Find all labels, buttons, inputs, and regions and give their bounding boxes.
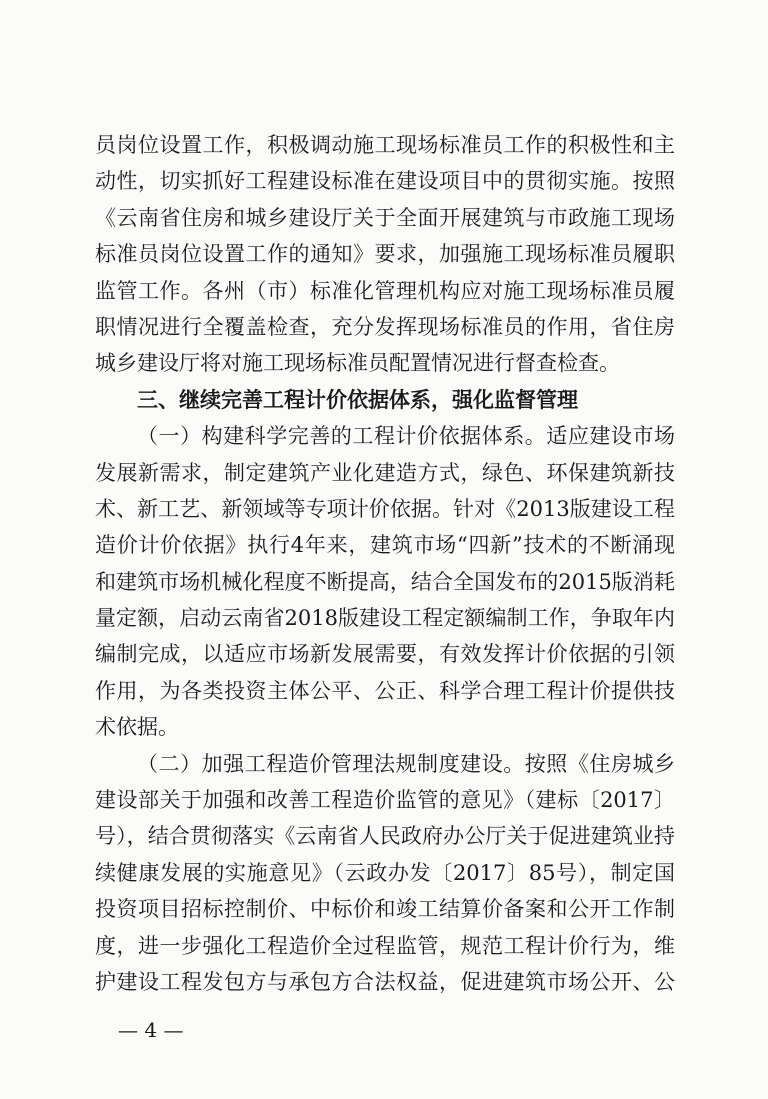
text-line: 监管工作。各州（市）标准化管理机构应对施工现场标准员履 bbox=[95, 278, 675, 303]
body-text bbox=[95, 127, 675, 1000]
text-line: 和建筑市场机械化程度不断提高，结合全国发布的2015版消耗 bbox=[95, 569, 675, 594]
text-line: 职情况进行全覆盖检查，充分发挥现场标准员的作用，省住房 bbox=[95, 314, 675, 339]
text-line: 号），结合贯彻落实《云南省人民政府办公厅关于促进建筑业持 bbox=[95, 824, 675, 849]
item-1-first-line: （一）构建科学完善的工程计价依据体系。适应建设市场 bbox=[137, 424, 675, 449]
text-line: 建设部关于加强和改善工程造价监管的意见》（建标〔2017〕 bbox=[95, 788, 675, 813]
text-line: 投资项目招标控制价、中标价和竣工结算价备案和公开工作制 bbox=[95, 897, 675, 922]
text-line: 术依据。 bbox=[95, 715, 179, 740]
text-line: 作用，为各类投资主体公平、公正、科学合理工程计价提供技 bbox=[95, 678, 675, 703]
text-line: 员岗位设置工作，积极调动施工现场标准员工作的积极性和主 bbox=[95, 133, 675, 157]
text-line: 量定额，启动云南省2018版建设工程定额编制工作，争取年内 bbox=[95, 606, 675, 631]
item-2-first-line: （二）加强工程造价管理法规制度建设。按照《住房城乡 bbox=[137, 751, 675, 776]
text-line: 《云南省住房和城乡建设厅关于全面开展建筑与市政施工现场 bbox=[95, 205, 675, 230]
text-line: 续健康发展的实施意见》（云政办发〔2017〕85号），制定国 bbox=[95, 860, 675, 885]
text-line: 编制完成，以适应市场新发展需要，有效发挥计价依据的引领 bbox=[95, 642, 675, 667]
text-line: 造价计价依据》执行4年来，建筑市场“四新”技术的不断涌现 bbox=[95, 533, 675, 558]
text-line: 度，进一步强化工程造价全过程监管，规范工程计价行为，维 bbox=[95, 933, 675, 958]
section-heading: 三、继续完善工程计价依据体系，强化监督管理 bbox=[137, 387, 578, 412]
text-line: 城乡建设厅将对施工现场标准员配置情况进行督查检查。 bbox=[95, 351, 620, 376]
text-line: 标准员岗位设置工作的通知》要求，加强施工现场标准员履职 bbox=[95, 242, 675, 267]
page-number: — 4 — bbox=[118, 1018, 184, 1042]
text-line: 术、新工艺、新领域等专项计价依据。针对《2013版建设工程 bbox=[95, 496, 675, 521]
text-line: 发展新需求，制定建筑产业化建造方式，绿色、环保建筑新技 bbox=[95, 460, 675, 485]
text-line: 护建设工程发包方与承包方合法权益，促进建筑市场公开、公 bbox=[95, 969, 675, 994]
text-line: 动性，切实抓好工程建设标准在建设项目中的贯彻实施。按照 bbox=[95, 169, 675, 194]
